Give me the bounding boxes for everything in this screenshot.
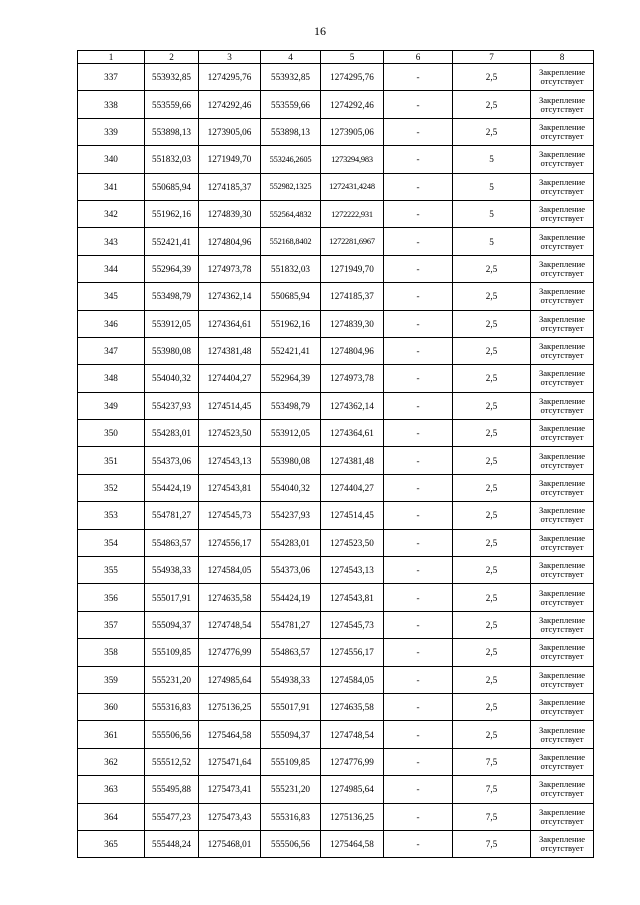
column-header: 8 [531, 51, 594, 64]
table-row [78, 91, 594, 118]
y-coordinate-alt: 1274514,45 [321, 502, 384, 529]
width-value: 2,5 [453, 611, 531, 638]
x-coordinate-alt: 553980,08 [261, 447, 321, 474]
x-coordinate-alt: 555109,85 [261, 748, 321, 775]
y-coordinate-alt: 1274404,27 [321, 474, 384, 501]
x-coordinate-alt: 550685,94 [261, 283, 321, 310]
dash-cell: - [384, 118, 453, 145]
dash-cell: - [384, 146, 453, 173]
y-coordinate-alt: 1274543,13 [321, 557, 384, 584]
x-coordinate-alt: 554373,06 [261, 557, 321, 584]
x-coordinate-alt: 554938,33 [261, 666, 321, 693]
y-coordinate-alt: 1274523,50 [321, 529, 384, 556]
x-coordinate-alt: 552964,39 [261, 365, 321, 392]
width-value: 2,5 [453, 557, 531, 584]
width-value: 7,5 [453, 748, 531, 775]
x-coordinate: 554424,19 [145, 474, 199, 501]
width-value: 2,5 [453, 529, 531, 556]
table-row [78, 803, 594, 830]
x-coordinate: 555477,23 [145, 803, 199, 830]
x-coordinate: 554938,33 [145, 557, 199, 584]
dash-cell: - [384, 611, 453, 638]
y-coordinate-alt: 1275464,58 [321, 830, 384, 857]
y-coordinate: 1274556,17 [199, 529, 261, 556]
y-coordinate: 1274295,76 [199, 64, 261, 91]
note-cell: Закрепление отсутствует [531, 118, 594, 145]
width-value: 2,5 [453, 91, 531, 118]
y-coordinate-alt: 1275136,25 [321, 803, 384, 830]
note-cell: Закрепление отсутствует [531, 173, 594, 200]
x-coordinate-alt: 555231,20 [261, 776, 321, 803]
point-number: 350 [78, 420, 145, 447]
x-coordinate-alt: 553246,2605 [261, 146, 321, 173]
table-row [78, 502, 594, 529]
x-coordinate: 555316,83 [145, 693, 199, 720]
y-coordinate-alt: 1274748,54 [321, 721, 384, 748]
x-coordinate: 554237,93 [145, 392, 199, 419]
y-coordinate-alt: 1274985,64 [321, 776, 384, 803]
dash-cell: - [384, 447, 453, 474]
x-coordinate-alt: 553932,85 [261, 64, 321, 91]
table-row [78, 283, 594, 310]
point-number: 339 [78, 118, 145, 145]
table-row [78, 310, 594, 337]
point-number: 345 [78, 283, 145, 310]
point-number: 338 [78, 91, 145, 118]
y-coordinate: 1274839,30 [199, 200, 261, 227]
note-cell: Закрепление отсутствует [531, 283, 594, 310]
dash-cell: - [384, 337, 453, 364]
y-coordinate: 1274362,14 [199, 283, 261, 310]
column-header: 4 [261, 51, 321, 64]
x-coordinate-alt: 555017,91 [261, 693, 321, 720]
dash-cell: - [384, 666, 453, 693]
note-cell: Закрепление отсутствует [531, 228, 594, 255]
x-coordinate-alt: 552421,41 [261, 337, 321, 364]
y-coordinate: 1274543,81 [199, 474, 261, 501]
x-coordinate: 555094,37 [145, 611, 199, 638]
x-coordinate: 555448,24 [145, 830, 199, 857]
dash-cell: - [384, 502, 453, 529]
column-header: 5 [321, 51, 384, 64]
x-coordinate: 553932,85 [145, 64, 199, 91]
note-cell: Закрепление отсутствует [531, 337, 594, 364]
y-coordinate-alt: 1274381,48 [321, 447, 384, 474]
x-coordinate-alt: 553912,05 [261, 420, 321, 447]
y-coordinate-alt: 1274185,37 [321, 283, 384, 310]
y-coordinate-alt: 1271949,70 [321, 255, 384, 282]
x-coordinate: 553912,05 [145, 310, 199, 337]
y-coordinate-alt: 1274839,30 [321, 310, 384, 337]
y-coordinate: 1274748,54 [199, 611, 261, 638]
note-cell: Закрепление отсутствует [531, 64, 594, 91]
note-cell: Закрепление отсутствует [531, 666, 594, 693]
y-coordinate: 1274635,58 [199, 584, 261, 611]
table-row [78, 748, 594, 775]
width-value: 2,5 [453, 337, 531, 364]
note-cell: Закрепление отсутствует [531, 91, 594, 118]
y-coordinate: 1274292,46 [199, 91, 261, 118]
point-number: 342 [78, 200, 145, 227]
y-coordinate-alt: 1274584,05 [321, 666, 384, 693]
x-coordinate-alt: 552982,1325 [261, 173, 321, 200]
y-coordinate-alt: 1274973,78 [321, 365, 384, 392]
x-coordinate-alt: 554781,27 [261, 611, 321, 638]
point-number: 359 [78, 666, 145, 693]
y-coordinate: 1274523,50 [199, 420, 261, 447]
width-value: 2,5 [453, 118, 531, 145]
note-cell: Закрепление отсутствует [531, 803, 594, 830]
coordinates-table [77, 50, 594, 858]
y-coordinate-alt: 1274804,96 [321, 337, 384, 364]
point-number: 357 [78, 611, 145, 638]
x-coordinate: 555231,20 [145, 666, 199, 693]
column-header: 1 [78, 51, 145, 64]
dash-cell: - [384, 474, 453, 501]
dash-cell: - [384, 529, 453, 556]
dash-cell: - [384, 392, 453, 419]
column-header: 3 [199, 51, 261, 64]
x-coordinate: 553898,13 [145, 118, 199, 145]
note-cell: Закрепление отсутствует [531, 830, 594, 857]
width-value: 2,5 [453, 64, 531, 91]
table-row [78, 420, 594, 447]
x-coordinate-alt: 554283,01 [261, 529, 321, 556]
width-value: 2,5 [453, 584, 531, 611]
dash-cell: - [384, 64, 453, 91]
x-coordinate: 555017,91 [145, 584, 199, 611]
point-number: 355 [78, 557, 145, 584]
note-cell: Закрепление отсутствует [531, 502, 594, 529]
dash-cell: - [384, 830, 453, 857]
x-coordinate-alt: 551832,03 [261, 255, 321, 282]
x-coordinate-alt: 555316,83 [261, 803, 321, 830]
x-coordinate: 553980,08 [145, 337, 199, 364]
y-coordinate: 1274364,61 [199, 310, 261, 337]
width-value: 2,5 [453, 502, 531, 529]
point-number: 362 [78, 748, 145, 775]
y-coordinate-alt: 1274545,73 [321, 611, 384, 638]
x-coordinate: 555512,52 [145, 748, 199, 775]
y-coordinate-alt: 1272281,6967 [321, 228, 384, 255]
x-coordinate: 554781,27 [145, 502, 199, 529]
table-row [78, 118, 594, 145]
point-number: 337 [78, 64, 145, 91]
table-row [78, 200, 594, 227]
y-coordinate: 1275473,41 [199, 776, 261, 803]
table-row [78, 776, 594, 803]
point-number: 358 [78, 639, 145, 666]
width-value: 2,5 [453, 447, 531, 474]
note-cell: Закрепление отсутствует [531, 146, 594, 173]
y-coordinate-alt: 1273294,983 [321, 146, 384, 173]
y-coordinate: 1274973,78 [199, 255, 261, 282]
width-value: 2,5 [453, 255, 531, 282]
dash-cell: - [384, 91, 453, 118]
note-cell: Закрепление отсутствует [531, 310, 594, 337]
width-value: 2,5 [453, 392, 531, 419]
note-cell: Закрепление отсутствует [531, 639, 594, 666]
x-coordinate-alt: 554863,57 [261, 639, 321, 666]
table-row [78, 146, 594, 173]
x-coordinate-alt: 555094,37 [261, 721, 321, 748]
table-row [78, 611, 594, 638]
x-coordinate: 554373,06 [145, 447, 199, 474]
point-number: 349 [78, 392, 145, 419]
point-number: 348 [78, 365, 145, 392]
note-cell: Закрепление отсутствует [531, 584, 594, 611]
y-coordinate-alt: 1274362,14 [321, 392, 384, 419]
table-row [78, 666, 594, 693]
table-row [78, 830, 594, 857]
y-coordinate: 1274776,99 [199, 639, 261, 666]
y-coordinate-alt: 1274292,46 [321, 91, 384, 118]
table-row [78, 693, 594, 720]
dash-cell: - [384, 365, 453, 392]
width-value: 5 [453, 200, 531, 227]
y-coordinate: 1274985,64 [199, 666, 261, 693]
table-row [78, 721, 594, 748]
dash-cell: - [384, 693, 453, 720]
note-cell: Закрепление отсутствует [531, 557, 594, 584]
point-number: 360 [78, 693, 145, 720]
dash-cell: - [384, 200, 453, 227]
note-cell: Закрепление отсутствует [531, 365, 594, 392]
width-value: 2,5 [453, 474, 531, 501]
point-number: 352 [78, 474, 145, 501]
note-cell: Закрепление отсутствует [531, 200, 594, 227]
width-value: 2,5 [453, 721, 531, 748]
y-coordinate-alt: 1272222,931 [321, 200, 384, 227]
table-row [78, 173, 594, 200]
y-coordinate: 1274584,05 [199, 557, 261, 584]
table-row [78, 529, 594, 556]
y-coordinate: 1275468,01 [199, 830, 261, 857]
point-number: 347 [78, 337, 145, 364]
x-coordinate: 555109,85 [145, 639, 199, 666]
y-coordinate: 1275464,58 [199, 721, 261, 748]
y-coordinate: 1273905,06 [199, 118, 261, 145]
x-coordinate-alt: 553898,13 [261, 118, 321, 145]
x-coordinate: 550685,94 [145, 173, 199, 200]
dash-cell: - [384, 776, 453, 803]
x-coordinate-alt: 551962,16 [261, 310, 321, 337]
y-coordinate: 1274545,73 [199, 502, 261, 529]
y-coordinate: 1274404,27 [199, 365, 261, 392]
note-cell: Закрепление отсутствует [531, 748, 594, 775]
x-coordinate-alt: 554424,19 [261, 584, 321, 611]
note-cell: Закрепление отсутствует [531, 693, 594, 720]
y-coordinate-alt: 1274295,76 [321, 64, 384, 91]
y-coordinate-alt: 1274635,58 [321, 693, 384, 720]
table-row [78, 337, 594, 364]
x-coordinate-alt: 553559,66 [261, 91, 321, 118]
dash-cell: - [384, 255, 453, 282]
dash-cell: - [384, 310, 453, 337]
dash-cell: - [384, 721, 453, 748]
width-value: 7,5 [453, 830, 531, 857]
point-number: 351 [78, 447, 145, 474]
note-cell: Закрепление отсутствует [531, 447, 594, 474]
note-cell: Закрепление отсутствует [531, 255, 594, 282]
point-number: 340 [78, 146, 145, 173]
x-coordinate-alt: 553498,79 [261, 392, 321, 419]
table-row [78, 392, 594, 419]
dash-cell: - [384, 803, 453, 830]
point-number: 343 [78, 228, 145, 255]
x-coordinate: 553498,79 [145, 283, 199, 310]
x-coordinate: 555495,88 [145, 776, 199, 803]
x-coordinate: 554040,32 [145, 365, 199, 392]
page-number: 16 [314, 24, 326, 38]
column-header: 7 [453, 51, 531, 64]
y-coordinate-alt: 1274543,81 [321, 584, 384, 611]
dash-cell: - [384, 173, 453, 200]
point-number: 341 [78, 173, 145, 200]
width-value: 5 [453, 228, 531, 255]
point-number: 353 [78, 502, 145, 529]
x-coordinate: 553559,66 [145, 91, 199, 118]
width-value: 2,5 [453, 666, 531, 693]
y-coordinate-alt: 1274776,99 [321, 748, 384, 775]
table-row [78, 639, 594, 666]
x-coordinate: 551832,03 [145, 146, 199, 173]
dash-cell: - [384, 228, 453, 255]
width-value: 2,5 [453, 693, 531, 720]
table-body [78, 64, 594, 858]
table-row [78, 474, 594, 501]
x-coordinate: 555506,56 [145, 721, 199, 748]
x-coordinate: 552964,39 [145, 255, 199, 282]
column-header: 2 [145, 51, 199, 64]
width-value: 7,5 [453, 776, 531, 803]
y-coordinate: 1274804,96 [199, 228, 261, 255]
dash-cell: - [384, 557, 453, 584]
dash-cell: - [384, 420, 453, 447]
dash-cell: - [384, 283, 453, 310]
x-coordinate-alt: 552168,8402 [261, 228, 321, 255]
column-header: 6 [384, 51, 453, 64]
y-coordinate-alt: 1272431,4248 [321, 173, 384, 200]
table-row [78, 447, 594, 474]
point-number: 344 [78, 255, 145, 282]
width-value: 5 [453, 173, 531, 200]
y-coordinate-alt: 1273905,06 [321, 118, 384, 145]
x-coordinate-alt: 555506,56 [261, 830, 321, 857]
point-number: 361 [78, 721, 145, 748]
width-value: 2,5 [453, 365, 531, 392]
dash-cell: - [384, 748, 453, 775]
x-coordinate: 552421,41 [145, 228, 199, 255]
y-coordinate: 1274185,37 [199, 173, 261, 200]
width-value: 7,5 [453, 803, 531, 830]
width-value: 5 [453, 146, 531, 173]
note-cell: Закрепление отсутствует [531, 611, 594, 638]
note-cell: Закрепление отсутствует [531, 420, 594, 447]
y-coordinate-alt: 1274364,61 [321, 420, 384, 447]
header-row [78, 51, 594, 64]
note-cell: Закрепление отсутствует [531, 392, 594, 419]
point-number: 364 [78, 803, 145, 830]
dash-cell: - [384, 584, 453, 611]
point-number: 346 [78, 310, 145, 337]
table-row [78, 584, 594, 611]
y-coordinate: 1275473,43 [199, 803, 261, 830]
table-row [78, 255, 594, 282]
dash-cell: - [384, 639, 453, 666]
width-value: 2,5 [453, 420, 531, 447]
y-coordinate: 1274381,48 [199, 337, 261, 364]
y-coordinate: 1275136,25 [199, 693, 261, 720]
y-coordinate: 1274543,13 [199, 447, 261, 474]
width-value: 2,5 [453, 310, 531, 337]
x-coordinate: 554283,01 [145, 420, 199, 447]
note-cell: Закрепление отсутствует [531, 776, 594, 803]
point-number: 365 [78, 830, 145, 857]
note-cell: Закрепление отсутствует [531, 474, 594, 501]
x-coordinate: 551962,16 [145, 200, 199, 227]
note-cell: Закрепление отсутствует [531, 721, 594, 748]
y-coordinate: 1275471,64 [199, 748, 261, 775]
table-row [78, 557, 594, 584]
point-number: 354 [78, 529, 145, 556]
table-row [78, 64, 594, 91]
x-coordinate-alt: 552564,4832 [261, 200, 321, 227]
point-number: 356 [78, 584, 145, 611]
y-coordinate: 1274514,45 [199, 392, 261, 419]
x-coordinate: 554863,57 [145, 529, 199, 556]
y-coordinate: 1271949,70 [199, 146, 261, 173]
width-value: 2,5 [453, 639, 531, 666]
x-coordinate-alt: 554040,32 [261, 474, 321, 501]
y-coordinate-alt: 1274556,17 [321, 639, 384, 666]
x-coordinate-alt: 554237,93 [261, 502, 321, 529]
note-cell: Закрепление отсутствует [531, 529, 594, 556]
table-row [78, 365, 594, 392]
point-number: 363 [78, 776, 145, 803]
table-row [78, 228, 594, 255]
width-value: 2,5 [453, 283, 531, 310]
